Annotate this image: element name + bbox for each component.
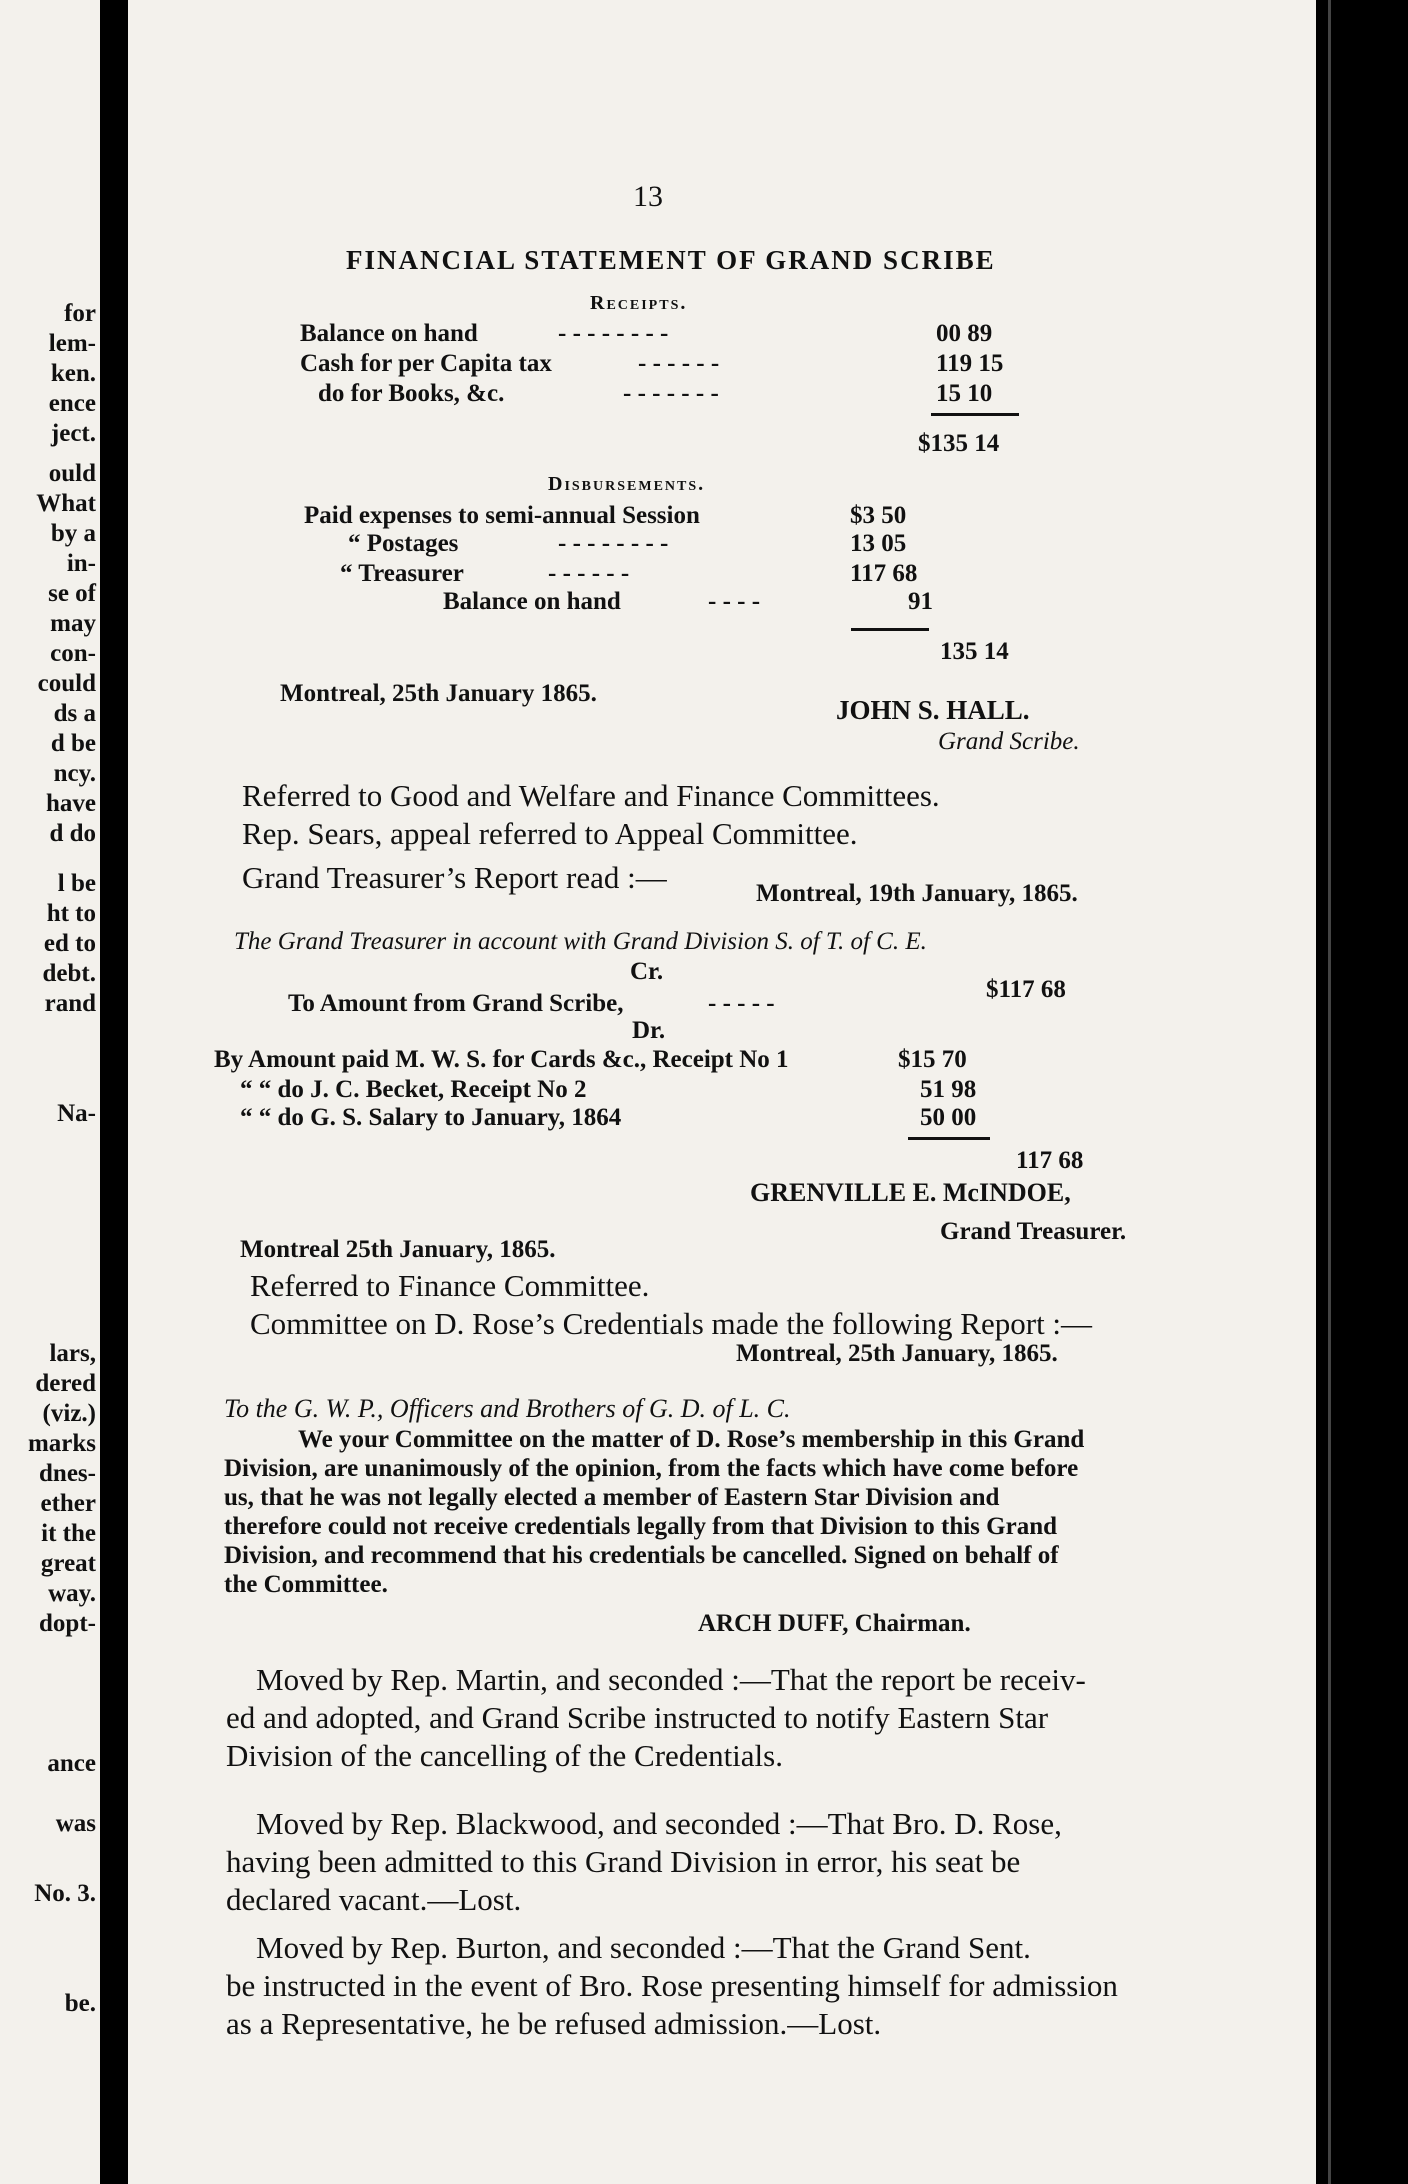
left-fragment: d be bbox=[50, 730, 96, 757]
left-fragment: lars, bbox=[49, 1340, 96, 1367]
left-fragment: No. 3. bbox=[34, 1880, 96, 1907]
left-fragment: be. bbox=[64, 1990, 96, 2017]
sears-appeal: Rep. Sears, appeal referred to Appeal Committee. bbox=[242, 816, 858, 851]
treasurer-item-label: By Amount paid M. W. S. for Cards &c., Receipt No 1 bbox=[214, 1046, 789, 1073]
left-fragment: ence bbox=[48, 390, 96, 417]
left-fragment: What bbox=[36, 490, 96, 517]
to-amount-dots: - - - - - bbox=[708, 990, 775, 1017]
left-fragment: dopt- bbox=[39, 1610, 96, 1637]
left-fragment: ncy. bbox=[53, 760, 96, 787]
treasurer-signer-title: Grand Treasurer. bbox=[940, 1218, 1127, 1245]
receipt-amount: 119 15 bbox=[936, 350, 1004, 377]
receipt-amount: 15 10 bbox=[936, 380, 993, 407]
disbursements-rule bbox=[851, 628, 929, 631]
treasurer-item-amount: 50 00 bbox=[920, 1104, 977, 1131]
disbursements-heading: Disbursements. bbox=[548, 473, 706, 495]
left-fragment: Na- bbox=[57, 1100, 96, 1127]
motion-line: Moved by Rep. Blackwood, and seconded :—That Bro. D. Rose, bbox=[256, 1806, 1062, 1841]
disbursement-amount: 117 68 bbox=[850, 560, 918, 587]
motion-line: as a Representative, he be refused admission.—Lost. bbox=[226, 2006, 882, 2041]
treasurer-heading: The Grand Treasurer in account with Grand Division S. of T. of C. E. bbox=[234, 928, 927, 955]
report-line: We your Committee on the matter of D. Rose’s membership in this Grand bbox=[298, 1426, 1085, 1453]
receipt-label: Cash for per Capita tax bbox=[300, 350, 552, 377]
left-fragment: great bbox=[40, 1550, 96, 1577]
treasurer-report-read: Grand Treasurer’s Report read :— bbox=[242, 860, 667, 895]
treasurer-item-label: “ “ do J. C. Becket, Receipt No 2 bbox=[240, 1076, 587, 1103]
disbursement-amount: 91 bbox=[908, 588, 933, 615]
treasurer-dr: Dr. bbox=[632, 1017, 666, 1044]
disbursement-dots: - - - - - - - - bbox=[558, 530, 669, 557]
report-address: To the G. W. P., Officers and Brothers of G. D. of L. C. bbox=[224, 1394, 791, 1423]
disbursement-label: Balance on hand bbox=[443, 588, 621, 615]
left-fragment: d do bbox=[49, 820, 96, 847]
left-fragment: may bbox=[50, 610, 96, 637]
left-fragment: debt. bbox=[42, 960, 96, 987]
receipt-label: Balance on hand bbox=[300, 320, 478, 347]
motion-line: be instructed in the event of Bro. Rose presenting himself for admission bbox=[226, 1968, 1118, 2003]
book-spine bbox=[100, 0, 128, 2184]
report-line: Division, and recommend that his credentials be cancelled. Signed on behalf of bbox=[224, 1542, 1059, 1569]
left-fragment: l be bbox=[57, 870, 96, 897]
treasurer-item-amount: $15 70 bbox=[898, 1046, 967, 1073]
left-fragment: ds a bbox=[53, 700, 96, 727]
right-page-edge bbox=[1316, 0, 1408, 2184]
receipts-total: $135 14 bbox=[918, 430, 1000, 457]
statement-date: Montreal, 25th January 1865. bbox=[280, 680, 597, 707]
left-fragment: could bbox=[37, 670, 96, 697]
left-fragment: se of bbox=[48, 580, 96, 607]
report-date: Montreal, 25th January, 1865. bbox=[736, 1340, 1058, 1367]
left-fragment: it the bbox=[41, 1520, 96, 1547]
left-fragment: ance bbox=[47, 1750, 96, 1777]
left-fragment: ed to bbox=[43, 930, 96, 957]
motion-line: Division of the cancelling of the Credentials. bbox=[226, 1738, 783, 1773]
left-fragment: ht to bbox=[46, 900, 96, 927]
treasurer-rule bbox=[908, 1137, 990, 1140]
receipts-rule bbox=[931, 413, 1019, 416]
page-number: 13 bbox=[633, 180, 663, 213]
page bbox=[128, 0, 1316, 2184]
referred-finance: Referred to Finance Committee. bbox=[250, 1268, 650, 1303]
report-line: us, that he was not legally elected a member of Eastern Star Division and bbox=[224, 1484, 1000, 1511]
disbursement-amount: $3 50 bbox=[850, 502, 907, 529]
disbursement-label: “ Treasurer bbox=[340, 560, 464, 587]
treasurer-cr: Cr. bbox=[630, 958, 664, 985]
motion-line: Moved by Rep. Burton, and seconded :—That the Grand Sent. bbox=[256, 1930, 1031, 1965]
left-fragment: (viz.) bbox=[42, 1400, 96, 1427]
treasurer-item-amount: 51 98 bbox=[920, 1076, 977, 1103]
statement-signer: JOHN S. HALL. bbox=[836, 695, 1030, 725]
treasurer-item-label: “ “ do G. S. Salary to January, 1864 bbox=[240, 1104, 622, 1131]
to-amount-value: $117 68 bbox=[986, 976, 1066, 1003]
report-line: Division, are unanimously of the opinion, from the facts which have come before bbox=[224, 1455, 1079, 1482]
receipts-heading: Receipts. bbox=[590, 292, 688, 314]
left-fragment: rand bbox=[44, 990, 96, 1017]
disbursements-total: 135 14 bbox=[940, 638, 1009, 665]
report-intro: Committee on D. Rose’s Credentials made the following Report :— bbox=[250, 1306, 1093, 1341]
disbursement-label: Paid expenses to semi-annual Session bbox=[304, 502, 700, 529]
referred-good-welfare: Referred to Good and Welfare and Finance Committees. bbox=[242, 778, 940, 813]
left-fragment: dnes- bbox=[39, 1460, 96, 1487]
left-fragment: have bbox=[46, 790, 96, 817]
left-fragment: dered bbox=[35, 1370, 96, 1397]
report-line: the Committee. bbox=[224, 1571, 388, 1598]
receipt-label: do for Books, &c. bbox=[318, 380, 505, 407]
treasurer-signer: GRENVILLE E. McINDOE, bbox=[750, 1178, 1071, 1207]
left-fragment: ether bbox=[40, 1490, 96, 1517]
receipt-dots: - - - - - - - bbox=[623, 380, 719, 407]
receipt-dots: - - - - - - - - bbox=[558, 320, 669, 347]
disbursement-amount: 13 05 bbox=[850, 530, 907, 557]
receipt-dots: - - - - - - bbox=[638, 350, 720, 377]
left-fragment: lem- bbox=[48, 330, 96, 357]
left-fragment: in- bbox=[66, 550, 96, 577]
treasurer-total: 117 68 bbox=[1016, 1147, 1084, 1174]
motion-line: Moved by Rep. Martin, and seconded :—That the report be receiv- bbox=[256, 1662, 1086, 1697]
left-page-fragment bbox=[0, 0, 100, 2184]
receipt-amount: 00 89 bbox=[936, 320, 993, 347]
report-line: therefore could not receive credentials legally from that Division to this Grand bbox=[224, 1513, 1058, 1540]
left-fragment: con- bbox=[50, 640, 96, 667]
motion-line: having been admitted to this Grand Division in error, his seat be bbox=[226, 1844, 1021, 1879]
statement-signer-title: Grand Scribe. bbox=[938, 728, 1080, 755]
left-fragment: way. bbox=[48, 1580, 96, 1607]
left-fragment: ken. bbox=[50, 360, 96, 387]
statement-title: FINANCIAL STATEMENT OF GRAND SCRIBE bbox=[346, 245, 996, 275]
motion-line: ed and adopted, and Grand Scribe instructed to notify Eastern Star bbox=[226, 1700, 1049, 1735]
treasurer-date: Montreal 25th January, 1865. bbox=[240, 1236, 556, 1263]
left-fragment: ould bbox=[48, 460, 96, 487]
treasurer-report-date: Montreal, 19th January, 1865. bbox=[756, 880, 1078, 907]
motion-line: declared vacant.—Lost. bbox=[226, 1882, 522, 1917]
disbursement-label: “ Postages bbox=[348, 530, 459, 557]
left-fragment: by a bbox=[50, 520, 96, 547]
report-chairman: ARCH DUFF, Chairman. bbox=[698, 1610, 971, 1637]
left-fragment: for bbox=[64, 300, 96, 327]
left-fragment: marks bbox=[27, 1430, 96, 1457]
left-fragment: ject. bbox=[50, 420, 96, 447]
disbursement-dots: - - - - bbox=[708, 588, 761, 615]
disbursement-dots: - - - - - - bbox=[548, 560, 630, 587]
left-fragment: was bbox=[55, 1810, 96, 1837]
to-amount-label: To Amount from Grand Scribe, bbox=[288, 990, 624, 1017]
